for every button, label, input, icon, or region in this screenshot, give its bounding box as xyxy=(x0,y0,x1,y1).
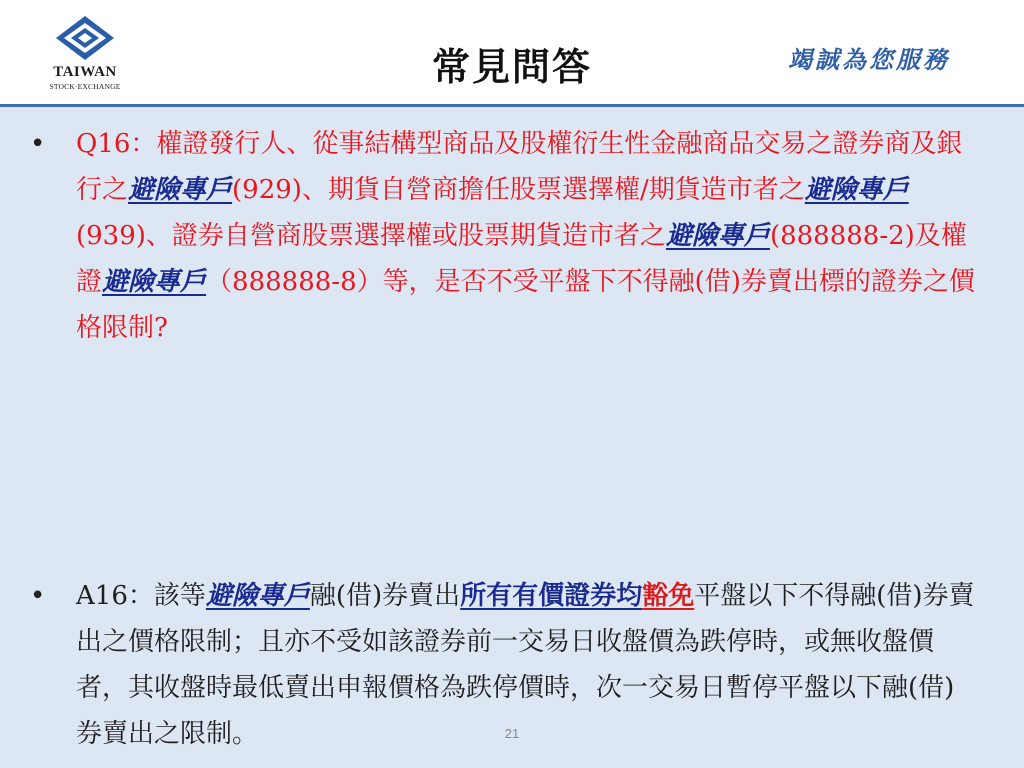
exempt-highlight: 豁免 xyxy=(642,581,695,611)
question-text: (939)、證券自營商股票選擇權或股票期貨造市者之 xyxy=(76,221,666,251)
bullet-dot-icon: • xyxy=(30,129,46,159)
slide-header xyxy=(0,0,1024,107)
question-text: (929)、期貨自營商擔任股票選擇權/期貨造市者之 xyxy=(232,175,805,205)
page-number: 21 xyxy=(504,726,520,741)
all-securities-highlight: 所有有價證券均 xyxy=(460,581,643,611)
slide-content xyxy=(0,107,1024,768)
answer-text: 平盤以下不得融(借)券賣出之價格限制；且亦不受如該證券前一交易日收盤價為跌停時，或無收盤價者，其收盤時最低賣出申報價格為跌停價時，次一交易日暫停平盤以下融(借)券賣出之限制。 xyxy=(76,581,975,749)
question-text: （888888-8）等，是否不受平盤下不得融(借)券賣出標的證券之價格限制? xyxy=(76,267,975,343)
logo-wordmark: TAIWAN xyxy=(53,64,117,80)
hedge-account-highlight: 避險專戶 xyxy=(205,581,310,611)
logo-subtext: STOCK·EXCHANGE xyxy=(49,82,121,91)
question-text: Q16：權證發行人、從事結構型商品及股權衍生性金融商品交易之證券商及銀行之 xyxy=(76,129,963,205)
hedge-account-highlight: 避險專戶 xyxy=(102,267,207,297)
hedge-account-highlight: 避險專戶 xyxy=(665,221,770,251)
slogan: 竭誠為您服務 xyxy=(788,45,950,74)
question-block xyxy=(30,121,976,351)
answer-text: A16：該等 xyxy=(76,581,206,611)
answer-text: 融(借)券賣出 xyxy=(309,581,461,611)
question-text: (888888-2)及權證 xyxy=(76,221,967,297)
bullet-dot-icon: • xyxy=(30,581,46,611)
hedge-account-highlight: 避險專戶 xyxy=(128,175,233,205)
hedge-account-highlight: 避險專戶 xyxy=(804,175,909,205)
page-title: 常見問答 xyxy=(431,44,592,89)
